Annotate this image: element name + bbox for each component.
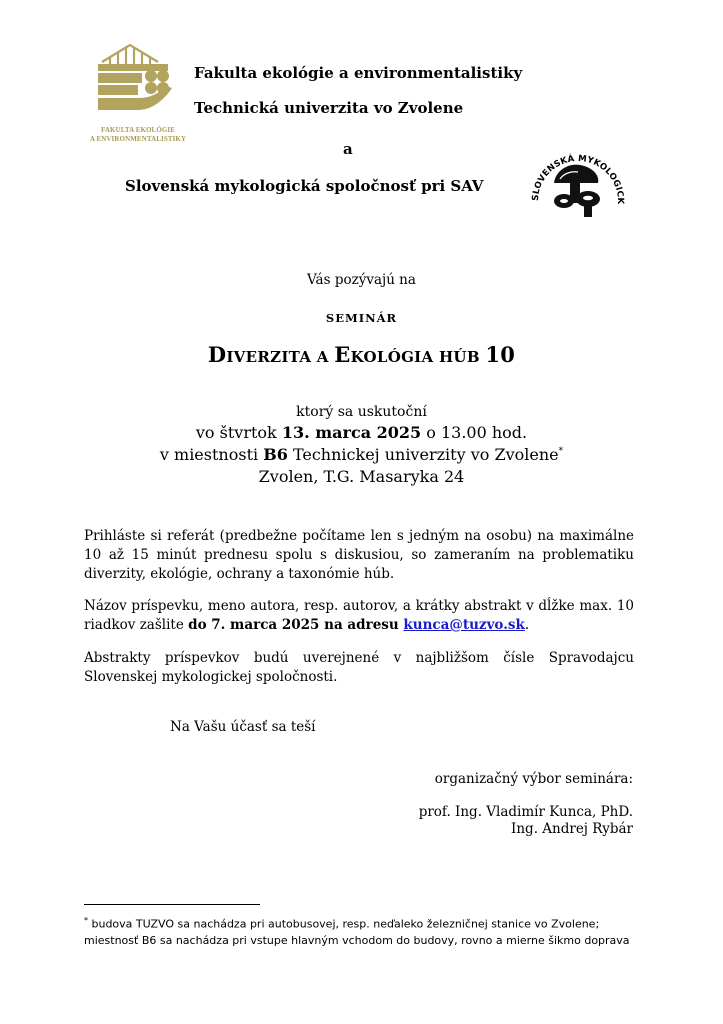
university-name: Technická univerzita vo Zvolene — [194, 99, 464, 117]
invite-line: Vás pozývajú na — [307, 272, 416, 288]
society-logo-mushroom-icon — [526, 131, 630, 235]
paragraph-3: Abstrakty príspevkov budú uverejnené v najbližšom čísle Spravodajcu Slovenskej mykologickej spoločnosti. — [84, 650, 634, 685]
details-line-4: Zvolen, T.G. Masaryka 24 — [258, 467, 465, 486]
society-name: Slovenská mykologická spoločnosť pri SAV — [125, 177, 484, 195]
faculty-logo-text-2: A ENVIRONMENTALISTIKY — [89, 135, 187, 143]
conjunction-text: a — [343, 140, 353, 158]
signatory-1: prof. Ing. Vladimír Kunca, PhD. — [418, 804, 633, 820]
details-line-3: v miestnosti B6 Technickej univerzity vo Zvolene* — [159, 445, 564, 464]
faculty-name: Fakulta ekológie a environmentalistiky — [194, 64, 523, 82]
faculty-logo — [88, 40, 188, 142]
footnote-divider — [84, 904, 260, 905]
seminar-title: DIVERZITA A EKOLÓGIA HÚB 10 — [207, 342, 516, 367]
seminar-label: SEMINÁR — [325, 311, 398, 325]
faculty-logo-emblem-icon — [88, 40, 188, 122]
details-line-2: vo štvrtok 13. marca 2025 o 13.00 hod. — [195, 423, 528, 442]
email-link[interactable]: kunca@tuzvo.sk — [403, 617, 525, 633]
faculty-logo-text-1: FAKULTA EKOLÓGIE — [100, 126, 176, 134]
details-line-1: ktorý sa uskutoční — [296, 404, 427, 420]
paragraph-2: Názov príspevku, meno autora, resp. autorov, a krátky abstrakt v dĺžke max. 10 riadkov zašlite do 7. marca 2025 na adresu kunca@tuzvo.sk. — [84, 598, 634, 633]
footnote: * budova TUZVO sa nachádza pri autobusovej, resp. neďaleko železničnej stanice vo Zvolene; miestnosť B6 sa nachádza pri vstupe hlavným vchodom do budovy, rovno a mierne šikmo doprava — [84, 916, 630, 947]
greeting-text: Na Vašu účasť sa teší — [170, 719, 316, 735]
society-logo-ring-text: SLOVENSKÁ MYKOLOGICK — [530, 153, 626, 205]
committee-label: organizačný výbor seminára: — [434, 771, 633, 787]
paragraph-1: Prihláste si referát (predbežne počítame len s jedným na osobu) na maximálne 10 až 15 minút prednesu spolu s diskusiou, so zameraním na problematiku diverzity, ekológie, ochrany a taxonómie húb. — [84, 528, 634, 582]
signatory-2: Ing. Andrej Rybár — [511, 821, 633, 837]
society-logo — [526, 131, 630, 235]
